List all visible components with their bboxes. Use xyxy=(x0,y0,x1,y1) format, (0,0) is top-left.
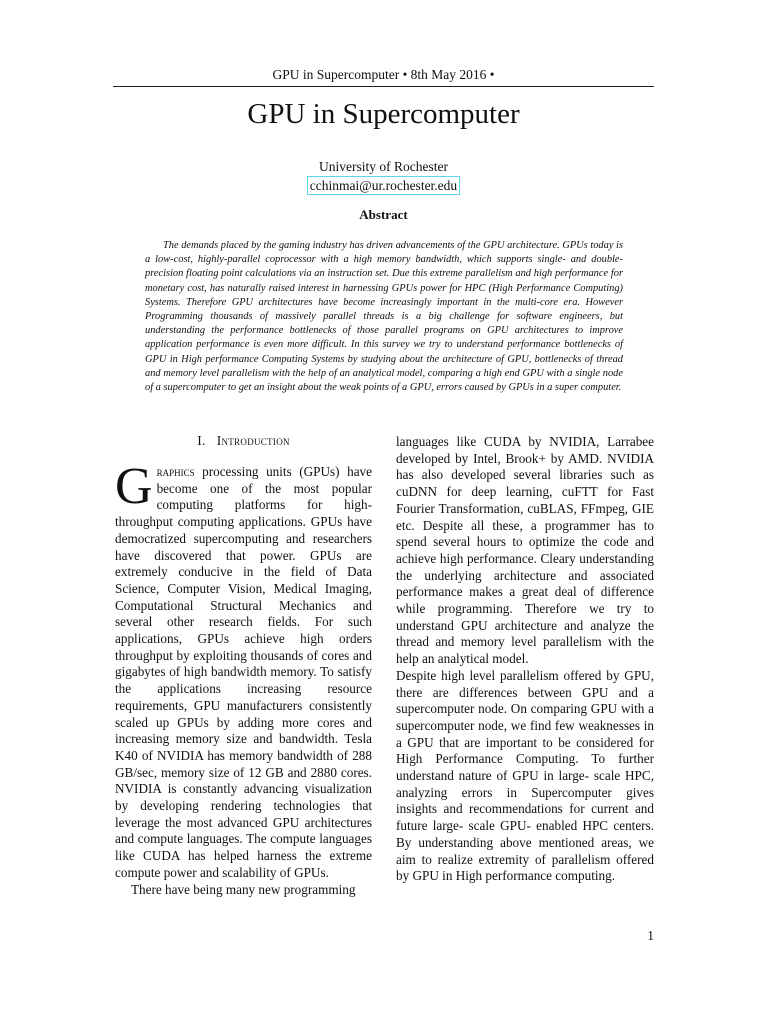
author-email-link[interactable]: cchinmai@ur.rochester.edu xyxy=(307,176,460,195)
author-affiliation: University of Rochester xyxy=(319,159,448,174)
intro-paragraph-2: There have being many new programming xyxy=(131,881,356,897)
page-number: 1 xyxy=(647,928,654,943)
intro-paragraph-3: Despite high level parallelism offered by GPU, there are differences between GPU and a supercomputer node. On comparing GPU with a supercomputer node, we find few weaknesses in a GPU that are important to be considered for High Performance Computing. To further understand nature of GPU in large- scale HPC, analyzing errors in Supercomputer gives insights and recommendations for current and future large- scale GPU- enabled HPC centers. By understanding above mentioned areas, we aim to realize extremity of parallelism offered by GPU in High performance computing. xyxy=(396,667,654,884)
drop-cap: G xyxy=(115,458,153,515)
right-column xyxy=(396,434,654,885)
section-heading xyxy=(115,432,372,450)
intro-paragraph-1 xyxy=(115,458,372,882)
section-title: Introduction xyxy=(216,433,290,448)
lead-word: raphics xyxy=(156,464,195,479)
paper-title: GPU in Supercomputer xyxy=(247,98,520,130)
email-container xyxy=(113,176,654,195)
header-rule xyxy=(113,86,654,87)
abstract-text: The demands placed by the gaming industry has driven advancements of the GPU architecture. GPUs today is a low-cost, highly-parallel coprocessor with a high memory bandwidth, which supports single- and double-precision floating point calculations via an instruction set. Due this extreme parallelism and high performance for monetary cost, has naturally raised interest in harnessing GPUs power for HPC (High Performance Computing) Systems. Therefore GPU architectures have become increasingly important in the multi-core era. However Programming thousands of massively parallel threads is a big challenge for software engineers, but understanding the performance bottlenecks of those parallel programs on GPU architectures to improve application performance is even more difficult. In this survey we try to understand performance bottlenecks of GPU in High performance Computing Systems by studying about the architecture of GPU, bottlenecks of thread and memory level parallelism with the help of an analytical model, comparing a high end GPU with a single node of a supercomputer to get an insight about the weak points of a GPU, errors caused by GPUs in a super computer. xyxy=(145,240,623,394)
abstract-heading: Abstract xyxy=(359,207,408,222)
intro-paragraph-2-continued: languages like CUDA by NVIDIA, Larrabee developed by Intel, Brook+ by AMD. NVIDIA has also developed several libraries such as cuDNN for deep learning, cuFTT for Fast Fourier Transformation, cuBLAS, FFmpeg, GIE etc. Despite all these, a programmer has to spend several hours to optimize the code and achieve high performance. Cleary understanding the underlying architecture and associated performance makes a great deal of difference while programming. Therefore we try to understand GPU architecture and analyze the thread and memory level parallelism with the help an analytical model. xyxy=(396,434,654,667)
intro-paragraph-1-text: processing units (GPUs) have become one of the most popular computing platforms for high-throughput computing applications. GPUs have democratized supercomputing and researchers have discovered that power. GPUs are extremely conducive in the field of Data Science, Computer Vision, Medical Imaging, Computational Structural Mechanics and several other research fields. For such applications, GPUs achieve high orders throughput by exploiting thousands of cores and gigabytes of high bandwidth memory. To satisfy the applications increasing resource requirements, GPU manufacturers consistently scaled up GPUs by adding more cores and increasing memory size and bandwidth. Tesla K40 of NVIDIA has memory bandwidth of 288 GB/sec, memory size of 12 GB and 2880 cores. NVIDIA is constantly advancing visualization by developing rendering technologies that leverage the most advanced GPU architectures and compute languages. The compute languages like CUDA has helped harness the extreme compute power and scalability of GPUs. xyxy=(115,464,372,880)
section-number: I. xyxy=(197,433,206,448)
left-column xyxy=(115,432,372,898)
running-header: GPU in Supercomputer • 8th May 2016 • xyxy=(272,67,495,82)
